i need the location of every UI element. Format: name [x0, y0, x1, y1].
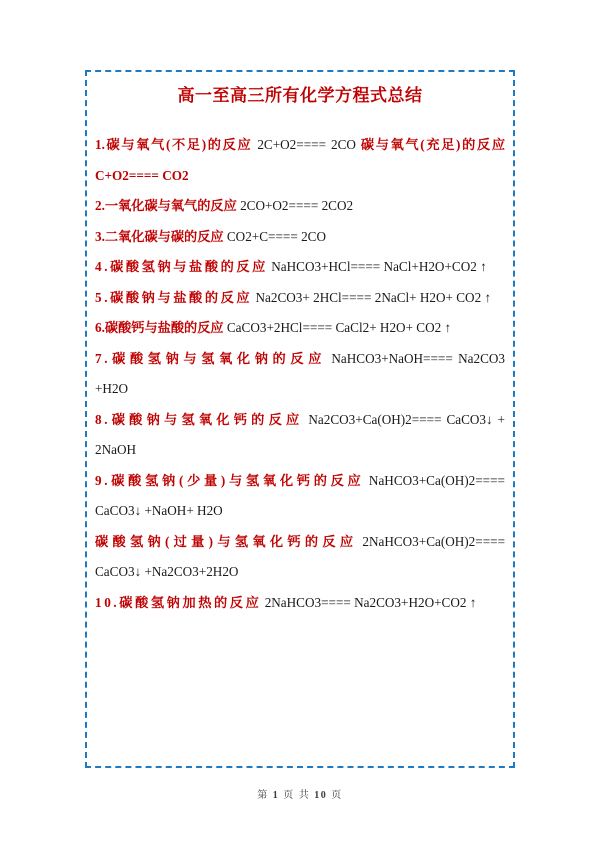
equation-number-4: 4.: [95, 259, 111, 274]
equation-number-9: 9.: [95, 472, 111, 488]
equation-item-6: [95, 313, 505, 344]
equation-label-2: 一氧化碳与氧气的反应: [104, 198, 237, 213]
equation-formula-10: 2NaHCO3==== Na2CO3+H2O+CO2 ↑: [264, 594, 477, 610]
equation-formula-1b: C+O2==== CO2: [95, 167, 189, 183]
equation-number-1: 1.: [95, 137, 105, 152]
equation-number-10: 10.: [95, 594, 120, 610]
footer-current-page: 1: [272, 790, 280, 801]
equation-label-7: 碳酸氢钠与氢氧化钠的反应: [110, 350, 327, 366]
equation-item-4: [95, 252, 505, 283]
equation-formula-7: NaHCO3+NaOH==== Na2CO3 +H2O: [95, 350, 506, 396]
equation-formula-5: Na2CO3+ 2HCl==== 2NaCl+ H2O+ CO2 ↑: [255, 289, 492, 305]
equation-formula-8: Na2CO3+Ca(OH)2==== CaCO3↓ + 2NaOH: [95, 411, 505, 457]
equation-item-2: [95, 191, 505, 222]
equation-label-9-excess: 碳酸氢钠(过量)与氢氧化钙的反应: [95, 533, 358, 549]
equation-label-9: 碳酸氢钠(少量)与氢氧化钙的反应: [110, 472, 365, 488]
equation-item-7: [95, 344, 505, 405]
equation-formula-6: CaCO3+2HCl==== CaCl2+ H2O+ CO2 ↑: [226, 320, 452, 335]
equation-number-2: 2.: [95, 198, 105, 213]
equation-number-7: 7.: [95, 350, 111, 366]
footer-total-pages: 10: [314, 790, 328, 801]
equation-list: [95, 130, 505, 618]
equation-number-5: 5.: [95, 289, 111, 305]
equation-formula-2: 2CO+O2==== 2CO2: [240, 198, 354, 213]
equation-label-4: 碳酸氢钠与盐酸的反应: [110, 259, 268, 274]
equation-label-3: 二氧化碳与碳的反应: [104, 228, 224, 244]
equation-formula-1: 2C+O2==== 2CO: [257, 137, 356, 152]
equation-label-8: 碳酸钠与氢氧化钙的反应: [110, 411, 304, 427]
equation-item-9: [95, 466, 505, 527]
footer-middle: 页 共: [283, 790, 311, 801]
page-title: 高一至高三所有化学方程式总结: [177, 86, 423, 105]
page-footer: [0, 786, 600, 801]
equation-label-1b: 碳与氧气(充足)的反应: [360, 137, 506, 152]
equation-formula-9-excess: 2NaHCO3+Ca(OH)2==== CaCO3↓ +Na2CO3+2H2O: [95, 533, 506, 579]
equation-item-10: [95, 588, 505, 619]
equation-number-3: 3.: [95, 228, 105, 244]
equation-label-6: 碳酸钙与盐酸的反应: [104, 320, 224, 335]
footer-prefix: 第: [257, 790, 269, 801]
equation-item-1: [95, 130, 505, 191]
equation-number-8: 8.: [95, 411, 111, 427]
footer-suffix: 页: [331, 790, 343, 801]
equation-label-1: 碳与氧气(不足)的反应: [104, 137, 253, 152]
equation-item-9-excess: [95, 527, 505, 588]
equation-label-10: 碳酸氢钠加热的反应: [119, 594, 262, 610]
equation-label-5: 碳酸钠与盐酸的反应: [110, 289, 253, 305]
equation-formula-4: NaHCO3+HCl==== NaCl+H2O+CO2 ↑: [271, 259, 487, 274]
equation-item-8: [95, 405, 505, 466]
equation-formula-9: NaHCO3+Ca(OH)2==== CaCO3↓ +NaOH+ H2O: [95, 472, 505, 518]
equation-formula-3: CO2+C==== 2CO: [226, 228, 326, 244]
equation-number-6: 6.: [95, 320, 105, 335]
content-frame: [85, 70, 515, 768]
equation-item-3: [95, 222, 505, 253]
equation-item-5: [95, 283, 505, 314]
